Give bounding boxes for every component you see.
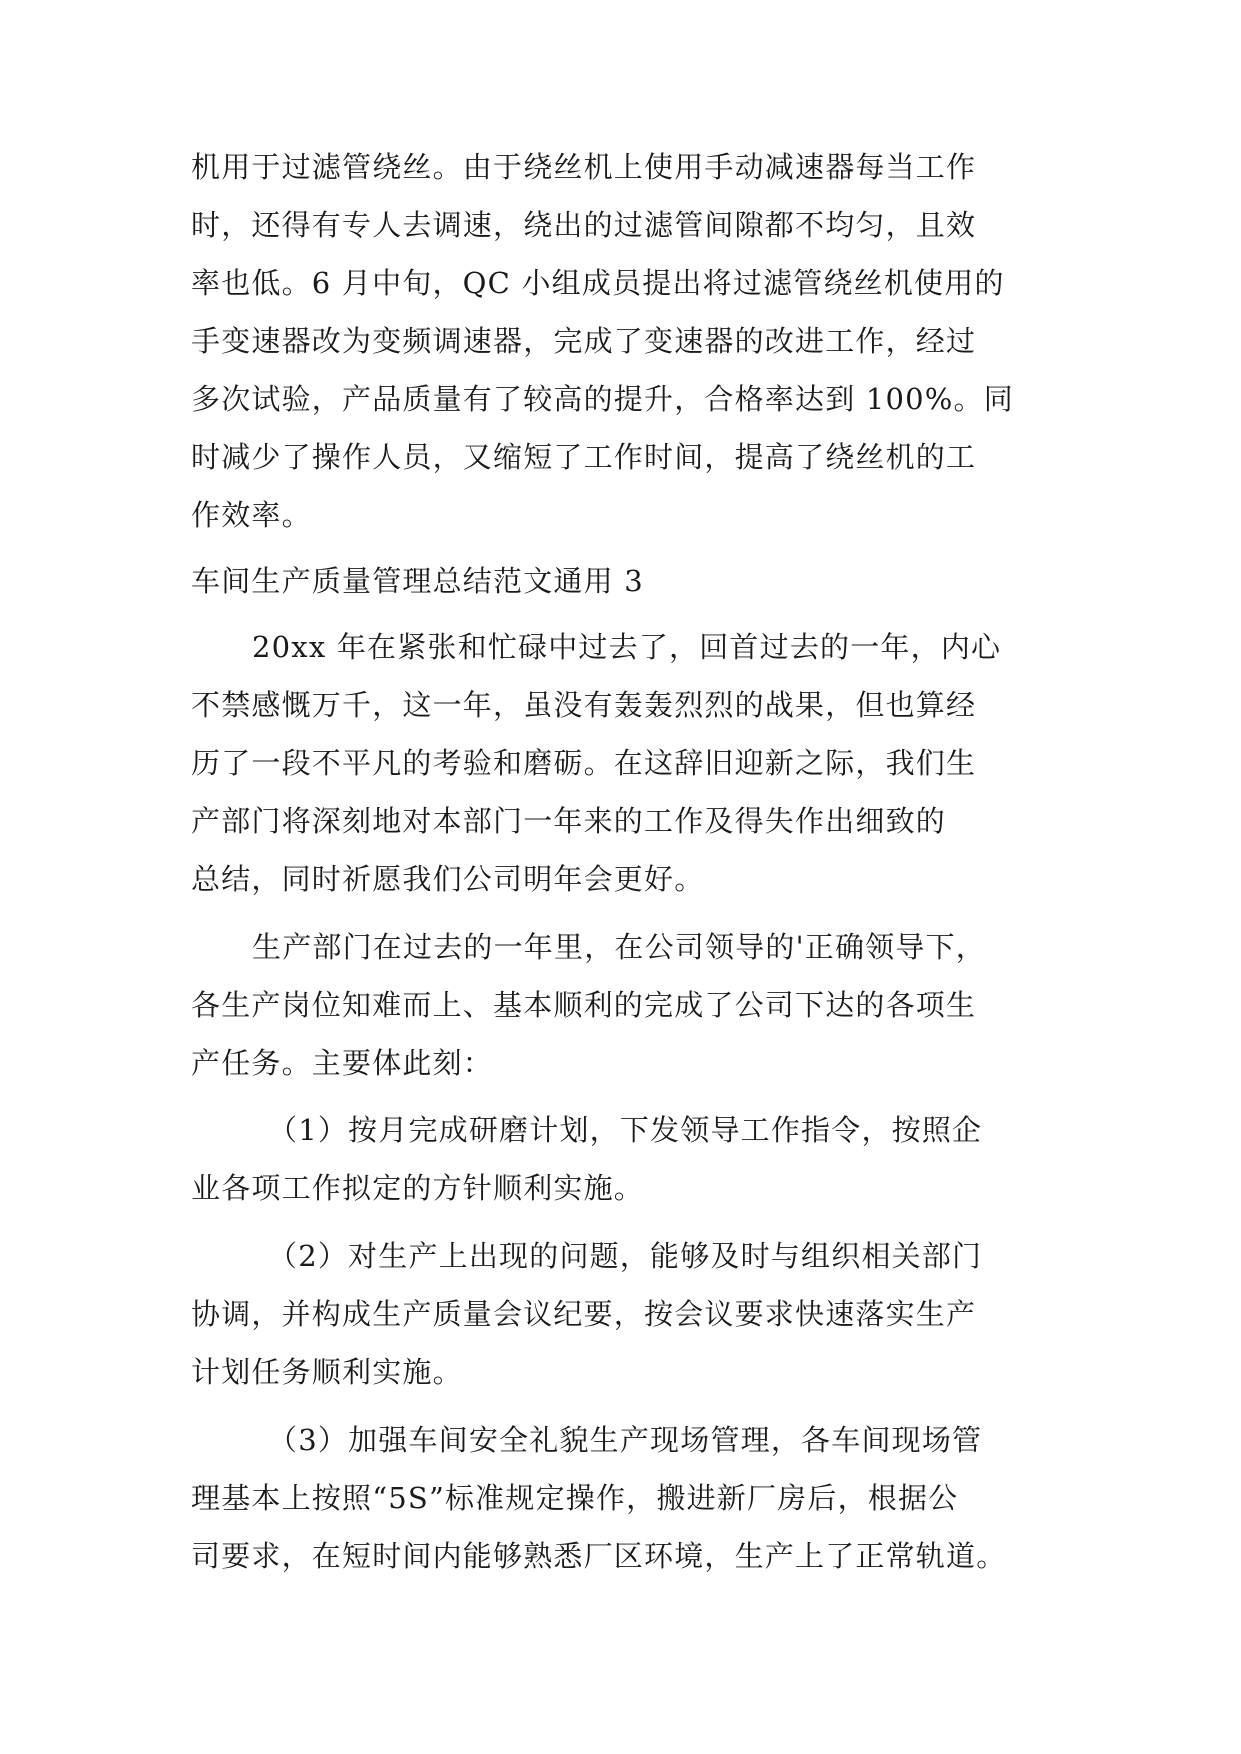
list-item-line: （2）对生产上出现的问题，能够及时与组织相关部门 (268, 1239, 983, 1273)
paragraph-line: 司要求，在短时间内能够熟悉厂区环境，生产上了正常轨道。 (191, 1539, 1007, 1573)
paragraph-line: 作效率。 (191, 498, 312, 532)
paragraph-line: 总结，同时祈愿我们公司明年会更好。 (191, 862, 705, 896)
paragraph-line: 手变速器改为变频调速器，完成了变速器的改进工作，经过 (191, 324, 977, 358)
paragraph-line: 协调，并构成生产质量会议纪要，按会议要求快速落实生产 (191, 1297, 977, 1331)
section-heading: 车间生产质量管理总结范文通用 3 (191, 564, 644, 598)
paragraph-line: 理基本上按照“5S”标准规定操作，搬进新厂房后，根据公 (191, 1481, 959, 1515)
paragraph-line: 生产部门在过去的一年里，在公司领导的'正确领导下， (252, 930, 986, 964)
paragraph-line: 机用于过滤管绕丝。由于绕丝机上使用手动减速器每当工作 (191, 150, 977, 184)
paragraph-line: 时减少了操作人员，又缩短了工作时间，提高了绕丝机的工 (191, 440, 977, 474)
paragraph-line: 20xx 年在紧张和忙碌中过去了，回首过去的一年，内心 (252, 630, 1002, 664)
paragraph-line: 不禁感慨万千，这一年，虽没有轰轰烈烈的战果，但也算经 (191, 688, 977, 722)
paragraph-line: 多次试验，产品质量有了较高的提升，合格率达到 100%。同 (191, 382, 1014, 416)
paragraph-line: 各生产岗位知难而上、基本顺利的完成了公司下达的各项生 (191, 988, 977, 1022)
list-item-line: （1）按月完成研磨计划，下发领导工作指令，按照企 (268, 1113, 983, 1147)
list-item-line: （3）加强车间安全礼貌生产现场管理，各车间现场管 (268, 1423, 983, 1457)
paragraph-line: 历了一段不平凡的考验和磨砺。在这辞旧迎新之际，我们生 (191, 746, 977, 780)
paragraph-line: 计划任务顺利实施。 (191, 1355, 463, 1389)
paragraph-line: 产任务。主要体此刻： (191, 1046, 494, 1080)
paragraph-line: 业各项工作拟定的方针顺利实施。 (191, 1171, 645, 1205)
paragraph-line: 率也低。6 月中旬，QC 小组成员提出将过滤管绕丝机使用的 (191, 266, 1005, 300)
paragraph-line: 产部门将深刻地对本部门一年来的工作及得失作出细致的 (191, 804, 947, 838)
paragraph-line: 时，还得有专人去调速，绕出的过滤管间隙都不均匀，且效 (191, 208, 977, 242)
